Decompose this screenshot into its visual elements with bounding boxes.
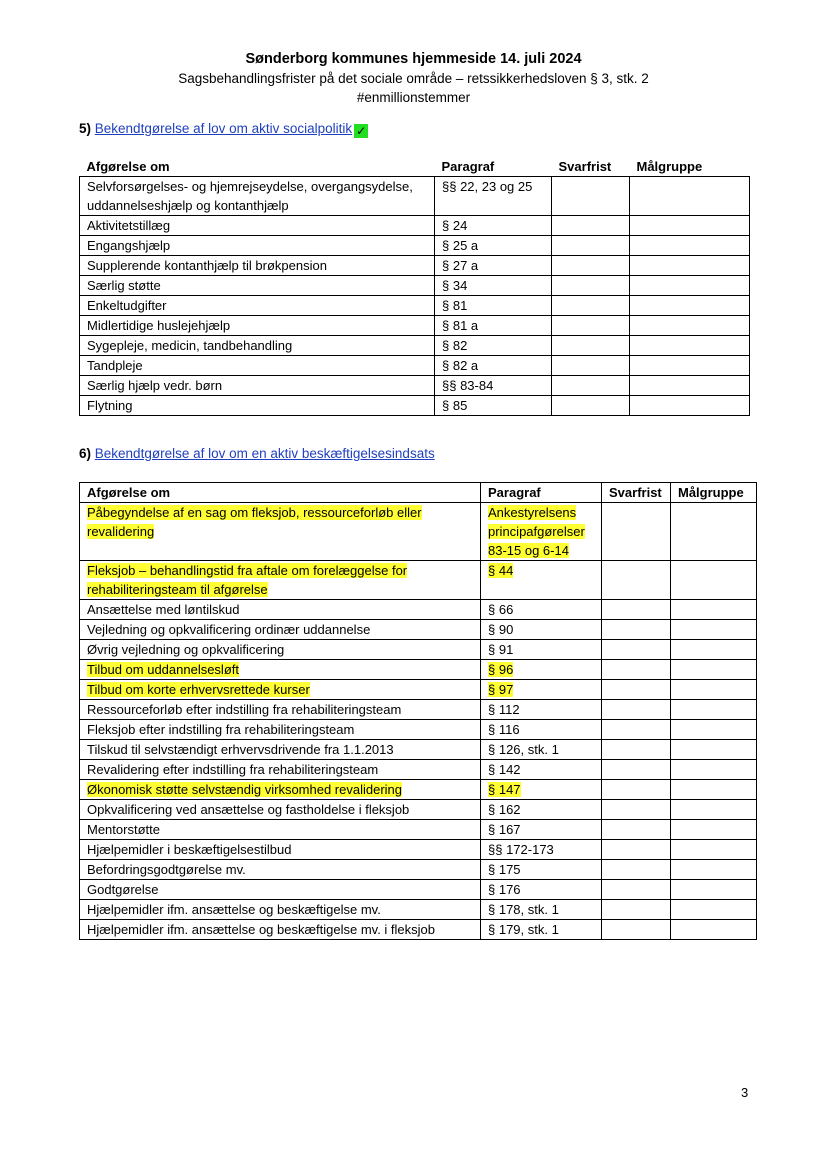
cell-paragraf-text: § 162 — [488, 802, 521, 817]
column-header-paragraf: Paragraf — [435, 157, 552, 177]
cell-svarfrist — [552, 316, 630, 336]
cell-paragraf — [481, 600, 602, 620]
cell-paragraf-text: § 112 — [488, 702, 520, 717]
table-row — [80, 920, 757, 940]
cell-afgorelse — [80, 920, 481, 940]
column-header-svarfrist: Svarfrist — [552, 157, 630, 177]
table-row — [80, 561, 757, 600]
cell-afgorelse-text: Fleksjob – behandlingstid fra aftale om forelæggelse for rehabiliteringsteam til afgørelse — [87, 563, 408, 597]
hashtag: #enmillionstemmer — [356, 90, 471, 105]
cell-afgorelse-text: Ressourceforløb efter indstilling fra rehabiliteringsteam — [87, 702, 402, 717]
cell-malgruppe — [630, 177, 750, 216]
cell-svarfrist — [552, 177, 630, 216]
cell-paragraf-text: §§ 172-173 — [488, 842, 554, 857]
cell-paragraf — [481, 720, 602, 740]
cell-paragraf — [481, 840, 602, 860]
cell-svarfrist — [602, 720, 671, 740]
cell-paragraf-text: § 116 — [488, 722, 520, 737]
cell-paragraf-text: § 97 — [488, 682, 514, 697]
cell-malgruppe — [671, 840, 757, 860]
cell-paragraf-text: § 175 — [488, 862, 521, 877]
table-row — [80, 256, 750, 276]
cell-malgruppe — [671, 780, 757, 800]
checkmark-icon: ✓ — [356, 124, 367, 138]
table-row — [80, 900, 757, 920]
cell-svarfrist — [602, 620, 671, 640]
cell-paragraf-text: § 85 — [442, 398, 468, 413]
cell-afgorelse-text: Flytning — [87, 398, 133, 413]
column-header-afgorelse: Afgørelse om — [80, 483, 481, 503]
cell-paragraf — [481, 760, 602, 780]
cell-afgorelse — [80, 760, 481, 780]
cell-svarfrist — [602, 840, 671, 860]
cell-malgruppe — [630, 216, 750, 236]
cell-afgorelse — [80, 840, 481, 860]
table-row — [80, 296, 750, 316]
cell-afgorelse — [80, 820, 481, 840]
table-row — [80, 880, 757, 900]
cell-malgruppe — [671, 760, 757, 780]
cell-malgruppe — [671, 920, 757, 940]
cell-svarfrist — [552, 276, 630, 296]
table-row — [80, 760, 757, 780]
cell-afgorelse-text: Godtgørelse — [87, 882, 159, 897]
cell-afgorelse — [80, 356, 435, 376]
cell-paragraf-text: § 147 — [488, 782, 521, 797]
cell-svarfrist — [602, 660, 671, 680]
table-row — [80, 396, 750, 416]
cell-malgruppe — [630, 396, 750, 416]
table-row — [80, 840, 757, 860]
cell-svarfrist — [602, 640, 671, 660]
cell-afgorelse — [80, 900, 481, 920]
cell-afgorelse — [80, 880, 481, 900]
cell-paragraf — [481, 880, 602, 900]
cell-paragraf — [435, 376, 552, 396]
cell-svarfrist — [552, 376, 630, 396]
cell-malgruppe — [671, 600, 757, 620]
cell-svarfrist — [552, 356, 630, 376]
cell-paragraf — [481, 800, 602, 820]
table-row — [80, 236, 750, 256]
cell-svarfrist — [602, 503, 671, 561]
cell-svarfrist — [552, 236, 630, 256]
cell-afgorelse-text: Befordringsgodtgørelse mv. — [87, 862, 246, 877]
section-5-heading — [79, 120, 368, 138]
cell-malgruppe — [671, 800, 757, 820]
cell-afgorelse-text: Engangshjælp — [87, 238, 171, 253]
cell-afgorelse — [80, 216, 435, 236]
column-header-afgorelse: Afgørelse om — [80, 157, 435, 177]
cell-afgorelse — [80, 680, 481, 700]
cell-afgorelse-text: Fleksjob efter indstilling fra rehabiliteringsteam — [87, 722, 355, 737]
cell-paragraf — [435, 276, 552, 296]
cell-afgorelse-text: Øvrig vejledning og opkvalificering — [87, 642, 285, 657]
table-row — [80, 860, 757, 880]
column-header-paragraf: Paragraf — [481, 483, 602, 503]
cell-malgruppe — [630, 336, 750, 356]
cell-afgorelse — [80, 660, 481, 680]
cell-afgorelse — [80, 720, 481, 740]
cell-afgorelse-text: Aktivitetstillæg — [87, 218, 171, 233]
cell-paragraf — [481, 900, 602, 920]
cell-malgruppe — [671, 720, 757, 740]
table-row — [80, 820, 757, 840]
cell-afgorelse-text: Opkvalificering ved ansættelse og fastholdelse i fleksjob — [87, 802, 410, 817]
table-row — [80, 336, 750, 356]
cell-afgorelse-text: Økonomisk støtte selvstændig virksomhed revalidering — [87, 782, 403, 797]
cell-afgorelse — [80, 177, 435, 216]
cell-paragraf — [481, 620, 602, 640]
table-row — [80, 376, 750, 396]
cell-afgorelse-text: Sygepleje, medicin, tandbehandling — [87, 338, 293, 353]
table-row — [80, 177, 750, 216]
cell-paragraf — [481, 640, 602, 660]
cell-svarfrist — [552, 296, 630, 316]
cell-afgorelse-text: Selvforsørgelses- og hjemrejseydelse, overgangsydelse, uddannelseshjælp og kontanthjælp — [87, 179, 413, 213]
cell-paragraf-text: § 66 — [488, 602, 514, 617]
cell-svarfrist — [602, 680, 671, 700]
cell-svarfrist — [602, 920, 671, 940]
cell-paragraf-text: § 126, stk. 1 — [488, 742, 559, 757]
cell-afgorelse — [80, 296, 435, 316]
table-row — [80, 276, 750, 296]
cell-paragraf — [481, 561, 602, 600]
cell-paragraf — [481, 920, 602, 940]
cell-afgorelse-text: Tilbud om korte erhvervsrettede kurser — [87, 682, 310, 697]
section-5-table — [79, 157, 750, 416]
cell-svarfrist — [602, 860, 671, 880]
cell-paragraf — [481, 700, 602, 720]
cell-afgorelse — [80, 256, 435, 276]
cell-paragraf-text: § 96 — [488, 662, 514, 677]
cell-malgruppe — [630, 376, 750, 396]
cell-paragraf — [435, 216, 552, 236]
cell-malgruppe — [630, 256, 750, 276]
cell-afgorelse — [80, 503, 481, 561]
table-header-row — [80, 483, 757, 503]
table-row — [80, 680, 757, 700]
cell-malgruppe — [630, 236, 750, 256]
cell-malgruppe — [630, 296, 750, 316]
cell-afgorelse-text: Særlig hjælp vedr. børn — [87, 378, 223, 393]
cell-malgruppe — [671, 860, 757, 880]
cell-malgruppe — [671, 820, 757, 840]
cell-paragraf-text: § 27 a — [442, 258, 479, 273]
cell-afgorelse-text: Påbegyndelse af en sag om fleksjob, ressourceforløb eller revalidering — [87, 505, 422, 539]
cell-svarfrist — [602, 561, 671, 600]
table-row — [80, 316, 750, 336]
section-6-table — [79, 482, 757, 940]
page-header — [0, 50, 827, 107]
cell-afgorelse-text: Tandpleje — [87, 358, 143, 373]
cell-svarfrist — [552, 256, 630, 276]
cell-paragraf-text: § 25 a — [442, 238, 479, 253]
cell-paragraf — [481, 660, 602, 680]
cell-svarfrist — [552, 216, 630, 236]
cell-afgorelse — [80, 336, 435, 356]
table-row — [80, 800, 757, 820]
cell-afgorelse — [80, 800, 481, 820]
cell-svarfrist — [602, 760, 671, 780]
section-5-link[interactable]: Bekendtgørelse af lov om aktiv socialpolitik — [94, 121, 353, 136]
cell-svarfrist — [602, 820, 671, 840]
table-row — [80, 700, 757, 720]
cell-afgorelse-text: Supplerende kontanthjælp til brøkpension — [87, 258, 327, 273]
cell-paragraf — [481, 503, 602, 561]
cell-paragraf-text: § 176 — [488, 882, 521, 897]
cell-afgorelse — [80, 740, 481, 760]
document-title: Sønderborg kommunes hjemmeside 14. juli 2024 — [245, 51, 582, 67]
cell-paragraf-text: § 90 — [488, 622, 514, 637]
table-row — [80, 503, 757, 561]
cell-paragraf-text: §§ 22, 23 og 25 — [442, 179, 533, 194]
cell-paragraf — [435, 316, 552, 336]
cell-paragraf-text: § 178, stk. 1 — [488, 902, 559, 917]
cell-malgruppe — [671, 620, 757, 640]
cell-malgruppe — [671, 740, 757, 760]
cell-afgorelse-text: Vejledning og opkvalificering ordinær uddannelse — [87, 622, 371, 637]
cell-malgruppe — [671, 880, 757, 900]
cell-afgorelse — [80, 780, 481, 800]
cell-paragraf — [481, 740, 602, 760]
cell-svarfrist — [552, 396, 630, 416]
cell-paragraf-text: § 24 — [442, 218, 468, 233]
cell-afgorelse-text: Mentorstøtte — [87, 822, 160, 837]
cell-paragraf-text: § 82 — [442, 338, 468, 353]
cell-paragraf-text: § 44 — [488, 563, 514, 578]
column-header-malgruppe: Målgruppe — [630, 157, 750, 177]
cell-malgruppe — [630, 276, 750, 296]
cell-paragraf — [435, 356, 552, 376]
cell-afgorelse — [80, 376, 435, 396]
cell-afgorelse-text: Hjælpemidler i beskæftigelsestilbud — [87, 842, 292, 857]
cell-paragraf — [435, 256, 552, 276]
table-row — [80, 216, 750, 236]
cell-svarfrist — [602, 800, 671, 820]
cell-afgorelse — [80, 620, 481, 640]
cell-paragraf-text: § 179, stk. 1 — [488, 922, 559, 937]
cell-svarfrist — [602, 740, 671, 760]
cell-malgruppe — [671, 660, 757, 680]
cell-afgorelse — [80, 236, 435, 256]
section-5-number: 5) — [79, 121, 92, 136]
cell-svarfrist — [602, 700, 671, 720]
cell-svarfrist — [602, 900, 671, 920]
cell-svarfrist — [602, 880, 671, 900]
cell-afgorelse — [80, 276, 435, 296]
cell-paragraf-text: § 82 a — [442, 358, 479, 373]
cell-paragraf — [435, 177, 552, 216]
cell-paragraf-text: §§ 83-84 — [442, 378, 494, 393]
cell-malgruppe — [671, 561, 757, 600]
table-row — [80, 720, 757, 740]
cell-afgorelse-text: Midlertidige huslejehjælp — [87, 318, 231, 333]
cell-malgruppe — [671, 640, 757, 660]
cell-afgorelse-text: Enkeltudgifter — [87, 298, 167, 313]
cell-malgruppe — [671, 503, 757, 561]
table-row — [80, 780, 757, 800]
cell-paragraf — [435, 236, 552, 256]
table-row — [80, 640, 757, 660]
table-row — [80, 660, 757, 680]
cell-afgorelse-text: Revalidering efter indstilling fra rehabiliteringsteam — [87, 762, 379, 777]
table-header-row — [80, 157, 750, 177]
cell-afgorelse-text: Hjælpemidler ifm. ansættelse og beskæftigelse mv. — [87, 902, 381, 917]
cell-paragraf-text: § 91 — [488, 642, 514, 657]
section-6-link[interactable]: Bekendtgørelse af lov om en aktiv beskæftigelsesindsats — [94, 446, 435, 461]
cell-malgruppe — [671, 900, 757, 920]
cell-paragraf-text: § 81 — [442, 298, 468, 313]
cell-svarfrist — [602, 600, 671, 620]
cell-afgorelse — [80, 561, 481, 600]
cell-paragraf — [481, 820, 602, 840]
cell-afgorelse-text: Tilskud til selvstændigt erhvervsdrivende fra 1.1.2013 — [87, 742, 394, 757]
cell-svarfrist — [552, 336, 630, 356]
cell-paragraf — [481, 780, 602, 800]
table-row — [80, 740, 757, 760]
cell-afgorelse — [80, 860, 481, 880]
cell-malgruppe — [630, 356, 750, 376]
cell-svarfrist — [602, 780, 671, 800]
cell-paragraf — [435, 396, 552, 416]
cell-paragraf-text: § 142 — [488, 762, 521, 777]
cell-paragraf — [435, 296, 552, 316]
cell-afgorelse — [80, 600, 481, 620]
cell-paragraf-text: § 81 a — [442, 318, 479, 333]
cell-afgorelse — [80, 316, 435, 336]
cell-afgorelse-text: Særlig støtte — [87, 278, 161, 293]
cell-afgorelse — [80, 700, 481, 720]
cell-paragraf-text: Ankestyrelsens principafgørelser 83-15 og 6-14 — [488, 505, 585, 558]
cell-afgorelse-text: Tilbud om uddannelsesløft — [87, 662, 239, 677]
section-6-number: 6) — [79, 446, 92, 461]
cell-paragraf — [481, 860, 602, 880]
cell-paragraf-text: § 167 — [488, 822, 521, 837]
table-row — [80, 356, 750, 376]
table-row — [80, 600, 757, 620]
cell-paragraf — [435, 336, 552, 356]
column-header-malgruppe: Målgruppe — [671, 483, 757, 503]
section-6-heading — [79, 445, 435, 463]
cell-malgruppe — [671, 700, 757, 720]
cell-paragraf — [481, 680, 602, 700]
cell-afgorelse-text: Ansættelse med løntilskud — [87, 602, 240, 617]
cell-afgorelse — [80, 396, 435, 416]
cell-afgorelse-text: Hjælpemidler ifm. ansættelse og beskæftigelse mv. i fleksjob — [87, 922, 436, 937]
cell-malgruppe — [630, 316, 750, 336]
column-header-svarfrist: Svarfrist — [602, 483, 671, 503]
page-number: 3 — [741, 1085, 749, 1100]
table-row — [80, 620, 757, 640]
cell-paragraf-text: § 34 — [442, 278, 468, 293]
document-subtitle: Sagsbehandlingsfrister på det sociale område – retssikkerhedsloven § 3, stk. 2 — [178, 71, 649, 86]
cell-afgorelse — [80, 640, 481, 660]
cell-malgruppe — [671, 680, 757, 700]
